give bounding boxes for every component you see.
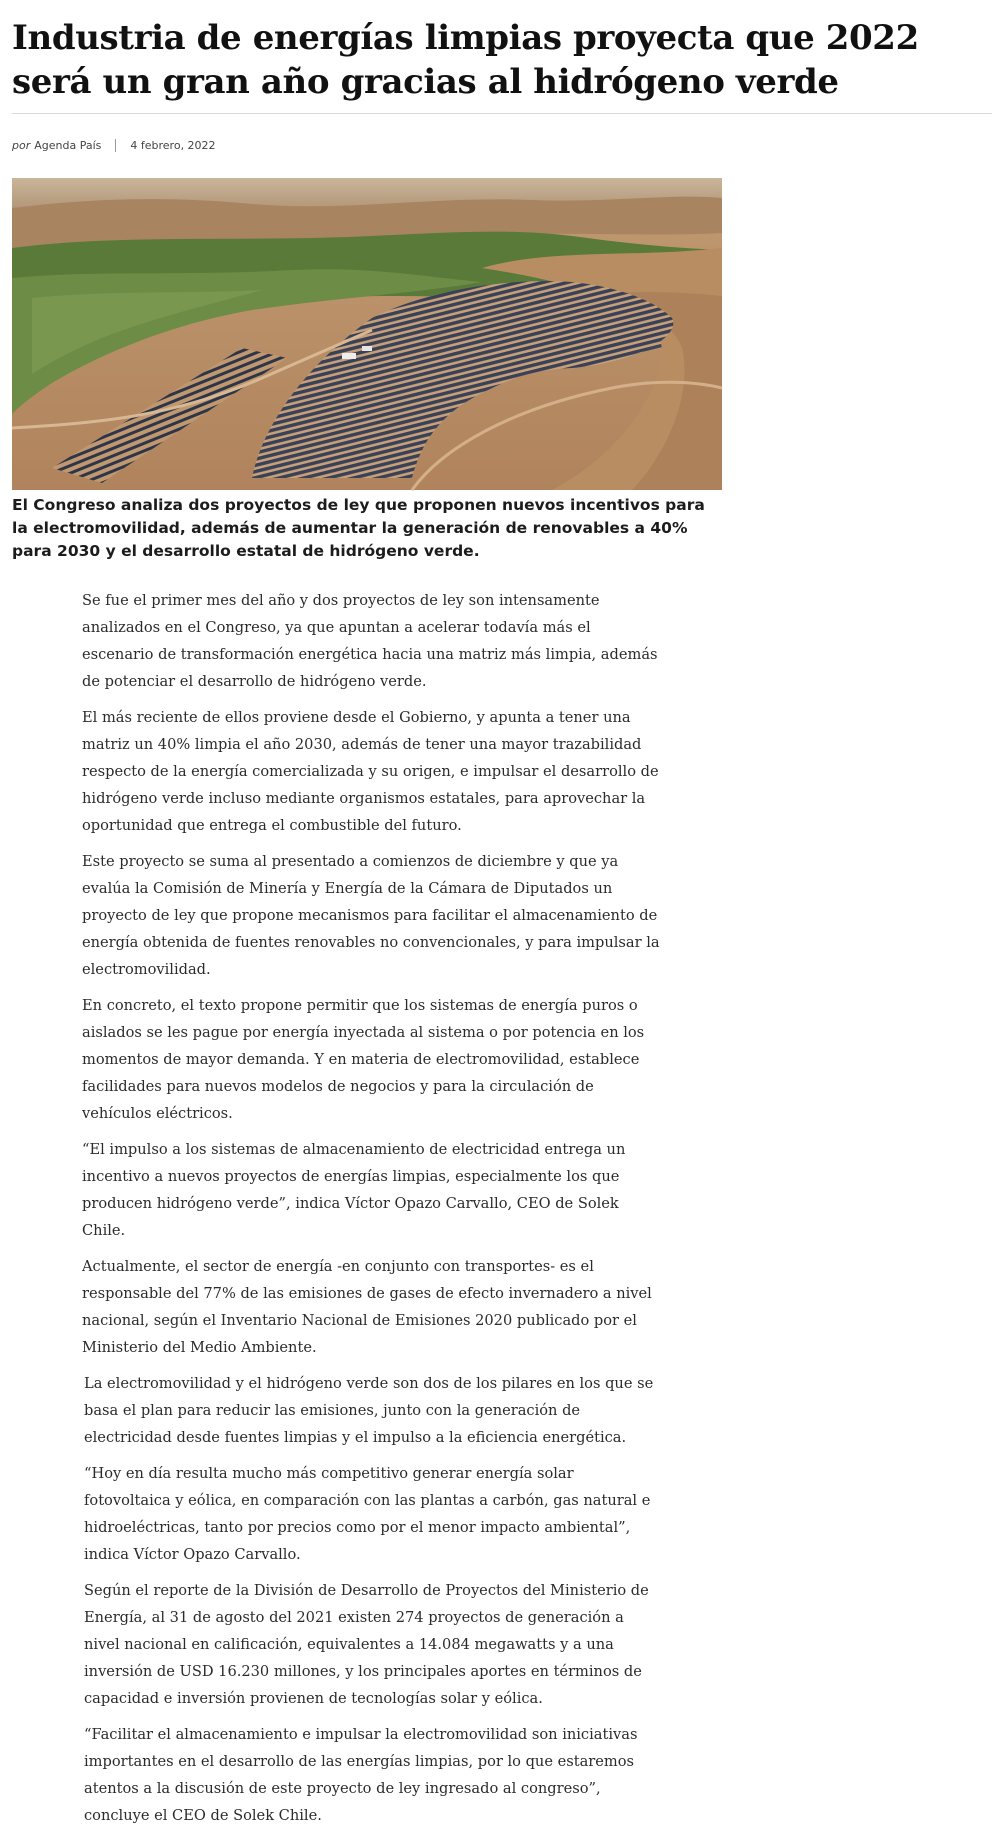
paragraph: “Hoy en día resulta mucho más competitivo generar energía solar fotovoltaica y eólica, en comparación con las plantas a carbón, gas natural e hidroeléctricas, tanto por precios como por el menor impacto ambiental”, indica Víctor Opazo Carvallo.	[84, 1465, 651, 1563]
paragraph: Se fue el primer mes del año y dos proyectos de ley son intensamente analizados en el Congreso, ya que apuntan a acelerar todavía más el escenario de transformación energética hacia una matriz más limpia, además de potenciar el desarrollo de hidrógeno verde.	[82, 592, 658, 690]
byline-prefix: por	[12, 138, 31, 152]
solar-farm-aerial-photo	[12, 178, 722, 490]
paragraph: Este proyecto se suma al presentado a comienzos de diciembre y que ya evalúa la Comisión de Minería y Energía de la Cámara de Diputados un proyecto de ley que propone mecanismos para facilitar el almacenamiento de energía obtenida de fuentes renovables no convencionales, y para impulsar la electromovilidad.	[82, 853, 660, 978]
paragraph: En concreto, el texto propone permitir que los sistemas de energía puros o aislados se les pague por energía inyectada al sistema o por potencia en los momentos de mayor demanda. Y en materia de electromovilidad, establece facilidades para nuevos modelos de negocios y para la circulación de vehículos eléctricos.	[82, 997, 645, 1122]
headline-divider	[12, 113, 992, 114]
paragraph: “El impulso a los sistemas de almacenamiento de electricidad entrega un incentivo a nuevos proyectos de energías limpias, especialmente los que producen hidrógeno verde”, indica Víctor Opazo Carvallo, CEO de Solek Chile.	[82, 1141, 626, 1239]
article-headline: Industria de energías limpias proyecta que 2022 será un gran año gracias al hidrógeno verde	[12, 18, 919, 102]
article-image	[12, 178, 722, 490]
paragraph: Actualmente, el sector de energía -en conjunto con transportes- es el responsable del 77% de las emisiones de gases de efecto invernadero a nivel nacional, según el Inventario Nacional de Emisiones 2020 publicado por el Ministerio del Medio Ambiente.	[82, 1258, 652, 1356]
article-body	[82, 587, 664, 1838]
byline-separator	[115, 139, 116, 152]
paragraph: Según el reporte de la División de Desarrollo de Proyectos del Ministerio de Energía, al 31 de agosto del 2021 existen 274 proyectos de generación a nivel nacional en calificación, equivalentes a 14.084 megawatts y a una inversión de USD 16.230 millones, y los principales aportes en términos de capacidad e inversión provienen de tecnologías solar y eólica.	[84, 1582, 649, 1707]
paragraph: La electromovilidad y el hidrógeno verde son dos de los pilares en los que se basa el plan para reducir las emisiones, junto con la generación de electricidad desde fuentes limpias y el impulso a la eficiencia energética.	[84, 1375, 654, 1446]
paragraph: El más reciente de ellos proviene desde el Gobierno, y apunta a tener una matriz un 40% limpia el año 2030, además de tener una mayor trazabilidad respecto de la energía comercializada y su origen, e impulsar el desarrollo de hidrógeno verde incluso mediante organismos estatales, para aprovechar la oportunidad que entrega el combustible del futuro.	[82, 709, 659, 834]
byline	[12, 137, 216, 153]
image-caption: El Congreso analiza dos proyectos de ley que proponen nuevos incentivos para la electromovilidad, además de aumentar la generación de renovables a 40% para 2030 y el desarrollo estatal de hidrógeno verde.	[12, 496, 705, 560]
publish-date: 4 febrero, 2022	[130, 138, 216, 152]
author-link[interactable]: Agenda País	[34, 138, 102, 152]
paragraph: “Facilitar el almacenamiento e impulsar la electromovilidad son iniciativas importantes en el desarrollo de las energías limpias, por lo que estaremos atentos a la discusión de este proyecto de ley ingresado al congreso”, concluye el CEO de Solek Chile.	[84, 1726, 638, 1824]
